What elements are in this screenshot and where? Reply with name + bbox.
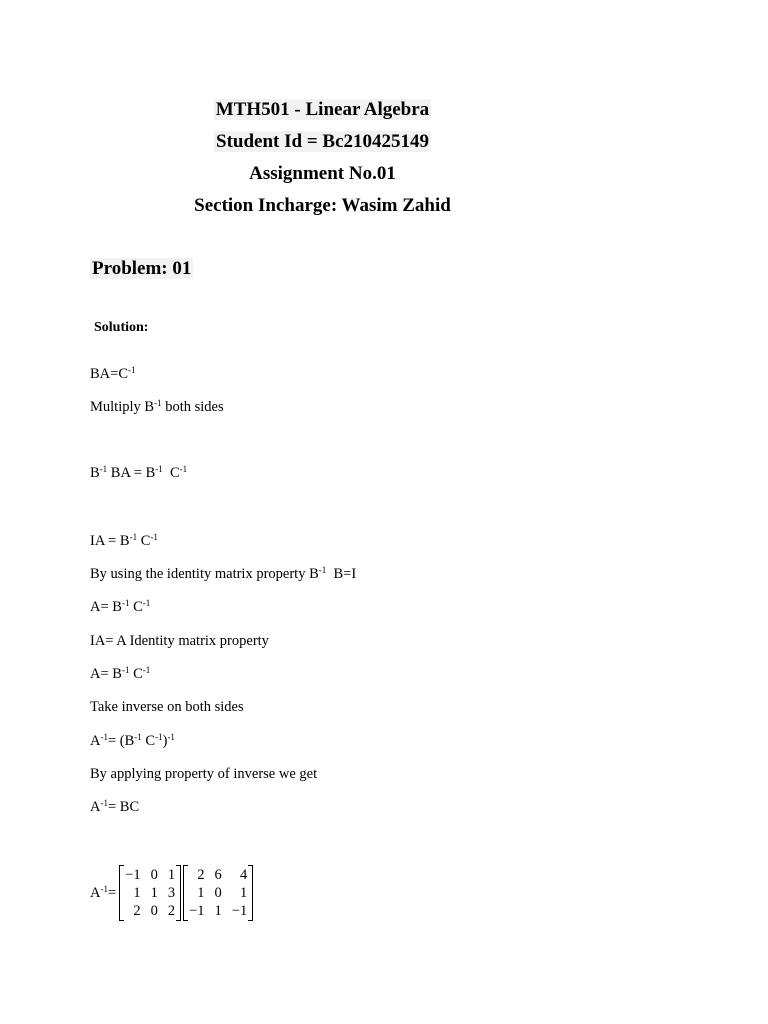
- matrix-right: [183, 863, 253, 923]
- solution-line: By using the identity matrix property $B^{-1}$ B=I: [90, 565, 357, 582]
- solution-line: By applying property of inverse we get: [90, 766, 318, 782]
- matrix-cell: 1: [150, 885, 158, 901]
- matrix-cell: 3: [167, 885, 176, 901]
- matrix-cell: 1: [197, 885, 205, 901]
- solution-line: $A^{-1}=$ BC: [90, 798, 140, 815]
- solution-line: Take inverse on both sides: [90, 699, 244, 715]
- matrix-cell: 1: [239, 885, 248, 901]
- equation-lhs: $A^{-1}=$: [90, 883, 117, 901]
- section-incharge: Section Incharge: Wasim Zahid: [194, 195, 451, 216]
- matrix-cell: 4: [239, 867, 248, 883]
- matrix-cell: 0: [214, 885, 222, 901]
- solution-line: $A^{-1}= (B^{-1}$ $C^{-1})^{-1}$: [90, 732, 175, 749]
- matrix-cell: 0: [150, 903, 158, 919]
- matrix-cell: 0: [150, 867, 158, 883]
- problem-heading: Problem: 01: [92, 258, 192, 279]
- solution-line: $BA=C^{-1}$: [90, 365, 136, 382]
- matrix-cell: 1: [133, 885, 141, 901]
- matrix-equation: [90, 862, 254, 924]
- matrix-cell: −1: [231, 903, 248, 919]
- matrix-cell: 6: [214, 867, 222, 883]
- matrix-cell: 2: [197, 867, 205, 883]
- matrix-left: [119, 863, 181, 923]
- solution-line: IA= A Identity matrix property: [90, 633, 269, 649]
- matrix-cell: 1: [214, 903, 222, 919]
- solution-line: IA = $B^{-1}$ $C^{-1}$: [90, 532, 158, 549]
- assignment-number: Assignment No.01: [249, 163, 396, 184]
- matrix-cell: 1: [167, 867, 176, 883]
- solution-label: Solution:: [94, 320, 149, 335]
- solution-line: Multiply $B^{-1}$ both sides: [90, 398, 224, 415]
- student-id: Student Id = Bc210425149: [216, 131, 429, 152]
- matrix-cell: −1: [189, 903, 205, 919]
- matrix-cell: 2: [167, 903, 176, 919]
- solution-line: $A= B^{-1}$ $C^{-1}$: [90, 665, 151, 682]
- course-title: MTH501 - Linear Algebra: [215, 99, 430, 120]
- matrix-cell: 2: [133, 903, 141, 919]
- matrix-cell: −1: [125, 867, 141, 883]
- solution-line: $A= B^{-1}$ $C^{-1}$: [90, 598, 151, 615]
- solution-line: $B^{-1}$ BA = $B^{-1}$ $C^{-1}$: [90, 464, 188, 481]
